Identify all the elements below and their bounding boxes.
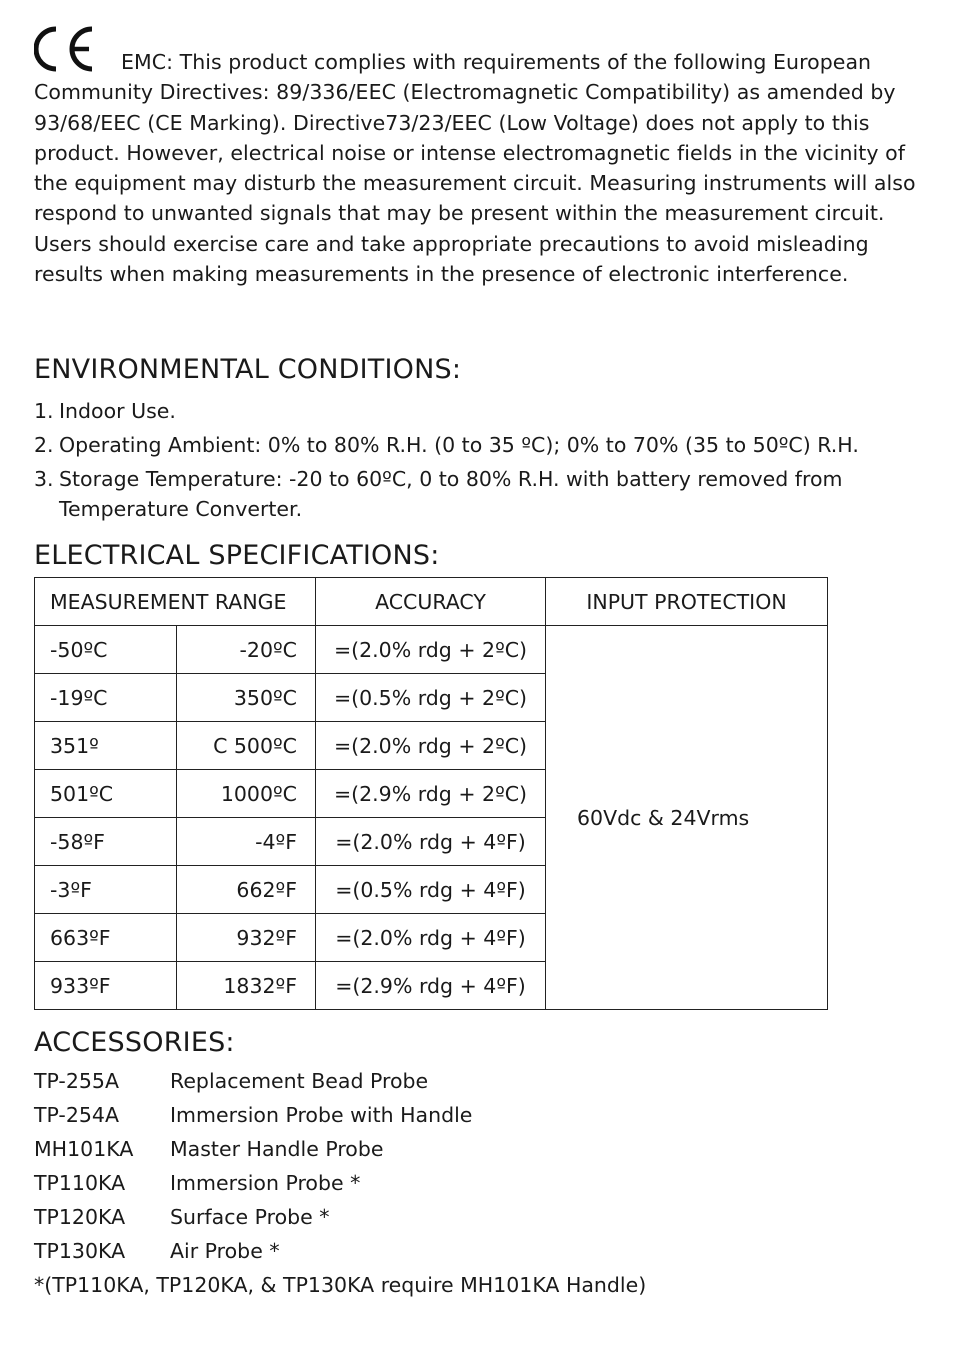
range-low: -58ºF xyxy=(35,818,177,866)
accessories-footnote: *(TP110KA, TP120KA, & TP130KA require MH101KA Handle) xyxy=(34,1273,647,1297)
accuracy-cell: =(2.9% rdg + 4ºF) xyxy=(316,962,546,1010)
input-protection-value: 60Vdc & 24Vrms xyxy=(546,626,828,1010)
accuracy-cell: =(2.0% rdg + 4ºF) xyxy=(316,914,546,962)
accessory-description: Replacement Bead Probe xyxy=(170,1069,429,1093)
list-item xyxy=(34,1166,472,1200)
range-low: -3ºF xyxy=(35,866,177,914)
accuracy-cell: =(0.5% rdg + 4ºF) xyxy=(316,866,546,914)
list-item xyxy=(34,396,914,426)
accessory-description: Immersion Probe with Handle xyxy=(170,1103,473,1127)
list-item xyxy=(34,1234,472,1268)
environmental-heading: ENVIRONMENTAL CONDITIONS: xyxy=(34,354,462,385)
item-number: 1. xyxy=(34,399,54,423)
range-high: 1832ºF xyxy=(177,962,316,1010)
electrical-spec-table xyxy=(34,577,828,1010)
header-accuracy: ACCURACY xyxy=(316,578,546,626)
accessory-description: Immersion Probe * xyxy=(170,1171,361,1195)
range-high: 350ºC xyxy=(177,674,316,722)
accuracy-cell: =(2.0% rdg + 2ºC) xyxy=(316,722,546,770)
accuracy-cell: =(2.0% rdg + 4ºF) xyxy=(316,818,546,866)
emc-text: EMC: This product complies with requirements of the following European Community Directives: 89/336/EEC (Electromagnetic Compatibility) as amended by 93/68/EEC (CE Marking). Directive73/23/EEC (Low Voltage) does not apply to this product. However, electrical noise or intense electromagnetic fields in the vicinity of the equipment may disturb the measurement circuit. Measuring instruments will also respond to unwanted signals that may be present within the measurement circuit. Users should exercise care and take appropriate precautions to avoid misleading results when making measurements in the presence of electronic interference. xyxy=(34,50,916,287)
item-number: 2. xyxy=(34,433,54,457)
item-number: 3. xyxy=(34,467,54,491)
item-text: Storage Temperature: -20 to 60ºC, 0 to 80% R.H. with battery removed from Temperature Converter. xyxy=(59,467,843,521)
list-item xyxy=(34,1098,472,1132)
accessory-code: TP-254A xyxy=(34,1103,119,1127)
item-text: Operating Ambient: 0% to 80% R.H. (0 to 35 ºC); 0% to 70% (35 to 50ºC) R.H. xyxy=(59,433,859,457)
accessory-code: TP130KA xyxy=(34,1239,126,1263)
list-item xyxy=(34,430,914,460)
header-measurement-range: MEASUREMENT RANGE xyxy=(35,578,316,626)
header-input-protection: INPUT PROTECTION xyxy=(546,578,828,626)
range-high: -4ºF xyxy=(177,818,316,866)
range-high: 932ºF xyxy=(177,914,316,962)
list-item xyxy=(34,1200,472,1234)
list-item xyxy=(34,1064,472,1098)
electrical-heading: ELECTRICAL SPECIFICATIONS: xyxy=(34,540,440,571)
list-item xyxy=(34,1132,472,1166)
table-header-row xyxy=(35,578,828,626)
table-row xyxy=(35,626,828,674)
accuracy-cell: =(2.9% rdg + 2ºC) xyxy=(316,770,546,818)
range-low: -19ºC xyxy=(35,674,177,722)
accuracy-cell: =(2.0% rdg + 2ºC) xyxy=(316,626,546,674)
accessory-description: Master Handle Probe xyxy=(170,1137,384,1161)
emc-statement xyxy=(34,47,918,289)
range-low: 663ºF xyxy=(35,914,177,962)
item-text: Indoor Use. xyxy=(59,399,176,423)
accuracy-cell: =(0.5% rdg + 2ºC) xyxy=(316,674,546,722)
range-high: 662ºF xyxy=(177,866,316,914)
accessory-code: TP-255A xyxy=(34,1069,119,1093)
range-high: C 500ºC xyxy=(177,722,316,770)
list-item xyxy=(34,464,914,524)
range-low: -50ºC xyxy=(35,626,177,674)
range-low: 351º xyxy=(35,722,177,770)
accessories-list xyxy=(34,1064,472,1268)
accessory-code: MH101KA xyxy=(34,1137,134,1161)
range-high: 1000ºC xyxy=(177,770,316,818)
environmental-list xyxy=(34,396,914,528)
range-low: 933ºF xyxy=(35,962,177,1010)
range-high: -20ºC xyxy=(177,626,316,674)
accessory-code: TP120KA xyxy=(34,1205,126,1229)
accessories-heading: ACCESSORIES: xyxy=(34,1027,235,1058)
accessory-description: Air Probe * xyxy=(170,1239,280,1263)
accessory-code: TP110KA xyxy=(34,1171,126,1195)
accessory-description: Surface Probe * xyxy=(170,1205,330,1229)
range-low: 501ºC xyxy=(35,770,177,818)
